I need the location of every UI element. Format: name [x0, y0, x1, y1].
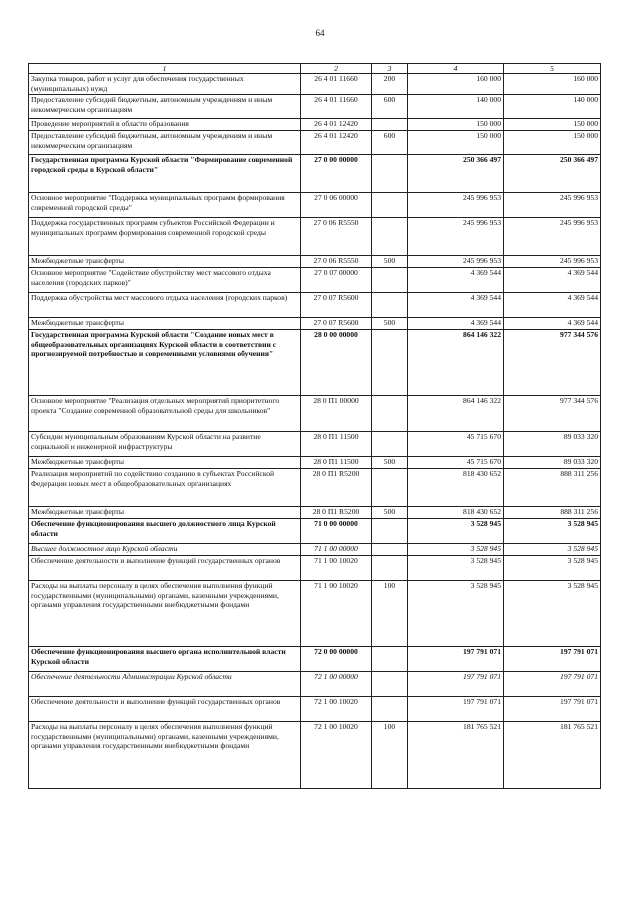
row-code-cell: 27 0 07 00000 — [301, 268, 372, 293]
row-amount-2019-cell: 864 146 322 — [408, 330, 504, 396]
column-number-row — [29, 64, 601, 74]
row-name-cell: Расходы на выплаты персоналу в целях обеспечения выполнения функций государственными (муниципальными) органами, казенными учреждениями, органами управления государственными внебюджетными фондами — [29, 722, 301, 789]
row-name-cell: Расходы на выплаты персоналу в целях обеспечения выполнения функций государственными (муниципальными) органами, казенными учреждениями, органами управления государственными внебюджетными фондами — [29, 581, 301, 647]
row-amount-2020-cell: 181 765 521 — [504, 722, 601, 789]
row-amount-2019-cell: 150 000 — [408, 119, 504, 131]
table-row — [29, 155, 601, 193]
row-amount-2020-cell: 977 344 576 — [504, 330, 601, 396]
row-expense-type-cell — [372, 155, 408, 193]
row-name-cell: Межбюджетные трансферты — [29, 507, 301, 519]
row-code-cell: 28 0 П1 00000 — [301, 396, 372, 432]
row-name-cell: Поддержка обустройства мест массового отдыха населения (городских парков) — [29, 293, 301, 318]
table-row — [29, 432, 601, 457]
row-amount-2019-cell: 3 528 945 — [408, 581, 504, 647]
column-number: 3 — [372, 64, 408, 74]
row-name-cell: Проведение мероприятий в области образования — [29, 119, 301, 131]
page-number: 64 — [315, 28, 325, 38]
row-amount-2019-cell: 3 528 945 — [408, 544, 504, 556]
row-amount-2019-cell: 160 000 — [408, 74, 504, 95]
row-expense-type-cell — [372, 469, 408, 507]
table-row — [29, 131, 601, 155]
row-code-cell: 26 4 01 12420 — [301, 119, 372, 131]
row-amount-2019-cell: 250 366 497 — [408, 155, 504, 193]
row-code-cell: 72 1 00 10020 — [301, 697, 372, 722]
row-expense-type-cell: 600 — [372, 131, 408, 155]
row-amount-2020-cell: 245 996 953 — [504, 256, 601, 268]
table-row — [29, 457, 601, 469]
row-code-cell: 28 0 П1 R5200 — [301, 507, 372, 519]
row-code-cell: 26 4 01 11660 — [301, 74, 372, 95]
row-code-cell: 27 0 00 00000 — [301, 155, 372, 193]
table-row — [29, 95, 601, 119]
row-amount-2020-cell: 197 791 071 — [504, 647, 601, 672]
row-name-cell: Обеспечение деятельности Администрации Курской области — [29, 672, 301, 697]
table-row — [29, 268, 601, 293]
row-amount-2019-cell: 140 000 — [408, 95, 504, 119]
row-amount-2020-cell: 4 369 544 — [504, 293, 601, 318]
row-amount-2019-cell: 45 715 670 — [408, 457, 504, 469]
budget-table — [28, 63, 601, 789]
row-name-cell: Предоставление субсидий бюджетным, автономным учреждениям и иным некоммерческим организациям — [29, 131, 301, 155]
row-name-cell: Государственная программа Курской области "Создание новых мест в общеобразовательных организациях Курской области в соответствии с прогнозируемой потребностью и современными условиями обучения" — [29, 330, 301, 396]
table-row — [29, 722, 601, 789]
table-row — [29, 119, 601, 131]
row-expense-type-cell — [372, 432, 408, 457]
row-name-cell: Обеспечение функционирования высшего органа исполнительной власти Курской области — [29, 647, 301, 672]
column-number: 4 — [408, 64, 504, 74]
table-row — [29, 74, 601, 95]
row-expense-type-cell — [372, 519, 408, 544]
row-code-cell: 28 0 00 00000 — [301, 330, 372, 396]
row-amount-2019-cell: 245 996 953 — [408, 193, 504, 218]
row-name-cell: Основное мероприятие "Реализация отдельных мероприятий приоритетного проекта "Создание современной образовательной среды для школьников" — [29, 396, 301, 432]
row-code-cell: 72 1 00 10020 — [301, 722, 372, 789]
row-amount-2020-cell: 150 000 — [504, 119, 601, 131]
row-name-cell: Субсидии муниципальным образованиям Курской области на развитие социальной и инженерной инфраструктуры — [29, 432, 301, 457]
row-amount-2019-cell: 864 146 322 — [408, 396, 504, 432]
row-amount-2020-cell: 4 369 544 — [504, 268, 601, 293]
row-name-cell: Основное мероприятие "Содействие обустройству мест массового отдыха населения (городских парков)" — [29, 268, 301, 293]
row-name-cell: Основное мероприятие "Поддержка муниципальных программ формирования современной городской среды" — [29, 193, 301, 218]
row-expense-type-cell — [372, 396, 408, 432]
table-row — [29, 544, 601, 556]
column-number: 5 — [504, 64, 601, 74]
row-expense-type-cell — [372, 697, 408, 722]
row-amount-2020-cell: 3 528 945 — [504, 544, 601, 556]
row-code-cell: 27 0 07 R5600 — [301, 318, 372, 330]
row-code-cell: 28 0 П1 R5200 — [301, 469, 372, 507]
row-amount-2019-cell: 4 369 544 — [408, 293, 504, 318]
table-row — [29, 507, 601, 519]
row-amount-2020-cell: 89 033 320 — [504, 457, 601, 469]
table-row — [29, 193, 601, 218]
row-expense-type-cell: 500 — [372, 256, 408, 268]
row-amount-2019-cell: 45 715 670 — [408, 432, 504, 457]
row-amount-2019-cell: 818 430 652 — [408, 469, 504, 507]
row-name-cell: Высшее должностное лицо Курской области — [29, 544, 301, 556]
row-code-cell: 26 4 01 12420 — [301, 131, 372, 155]
row-amount-2020-cell: 150 000 — [504, 131, 601, 155]
row-expense-type-cell — [372, 556, 408, 581]
row-name-cell: Государственная программа Курской области "Формирование современной городской среды в Курской области" — [29, 155, 301, 193]
table-row — [29, 647, 601, 672]
row-amount-2020-cell: 3 528 945 — [504, 519, 601, 544]
row-expense-type-cell: 100 — [372, 581, 408, 647]
row-expense-type-cell: 500 — [372, 507, 408, 519]
row-name-cell: Межбюджетные трансферты — [29, 318, 301, 330]
row-expense-type-cell — [372, 268, 408, 293]
row-amount-2019-cell: 3 528 945 — [408, 519, 504, 544]
row-expense-type-cell — [372, 119, 408, 131]
row-code-cell: 71 1 00 10020 — [301, 581, 372, 647]
table-row — [29, 218, 601, 256]
row-name-cell: Предоставление субсидий бюджетным, автономным учреждениям и иным некоммерческим организациям — [29, 95, 301, 119]
row-expense-type-cell: 500 — [372, 457, 408, 469]
row-code-cell: 27 0 06 R5550 — [301, 256, 372, 268]
row-name-cell: Межбюджетные трансферты — [29, 457, 301, 469]
table-row — [29, 672, 601, 697]
row-expense-type-cell: 100 — [372, 722, 408, 789]
row-code-cell: 72 1 00 00000 — [301, 672, 372, 697]
row-code-cell: 28 0 П1 11500 — [301, 432, 372, 457]
row-code-cell: 71 0 00 00000 — [301, 519, 372, 544]
column-number: 2 — [301, 64, 372, 74]
row-amount-2020-cell: 89 033 320 — [504, 432, 601, 457]
table-row — [29, 256, 601, 268]
table-row — [29, 556, 601, 581]
row-code-cell: 28 0 П1 11500 — [301, 457, 372, 469]
row-amount-2019-cell: 4 369 544 — [408, 318, 504, 330]
row-amount-2019-cell: 197 791 071 — [408, 672, 504, 697]
row-amount-2020-cell: 3 528 945 — [504, 556, 601, 581]
row-amount-2019-cell: 245 996 953 — [408, 218, 504, 256]
table-row — [29, 293, 601, 318]
row-expense-type-cell — [372, 218, 408, 256]
row-expense-type-cell — [372, 647, 408, 672]
row-name-cell: Реализация мероприятий по содействию созданию в субъектах Российской Федерации новых мест в общеобразовательных организациях — [29, 469, 301, 507]
row-amount-2019-cell: 197 791 071 — [408, 697, 504, 722]
row-code-cell: 27 0 07 R5600 — [301, 293, 372, 318]
row-expense-type-cell — [372, 544, 408, 556]
table-row — [29, 519, 601, 544]
row-amount-2019-cell: 245 996 953 — [408, 256, 504, 268]
row-expense-type-cell: 600 — [372, 95, 408, 119]
row-amount-2019-cell: 181 765 521 — [408, 722, 504, 789]
row-expense-type-cell — [372, 293, 408, 318]
row-expense-type-cell — [372, 672, 408, 697]
table-row — [29, 697, 601, 722]
row-code-cell: 71 1 00 10020 — [301, 556, 372, 581]
table-row — [29, 469, 601, 507]
row-amount-2020-cell: 888 311 256 — [504, 469, 601, 507]
row-expense-type-cell — [372, 330, 408, 396]
row-name-cell: Обеспечение деятельности и выполнение функций государственных органов — [29, 697, 301, 722]
row-amount-2019-cell: 197 791 071 — [408, 647, 504, 672]
table-row — [29, 330, 601, 396]
row-code-cell: 71 1 00 00000 — [301, 544, 372, 556]
row-name-cell: Обеспечение функционирования высшего должностного лица Курской области — [29, 519, 301, 544]
row-amount-2020-cell: 888 311 256 — [504, 507, 601, 519]
row-amount-2020-cell: 245 996 953 — [504, 218, 601, 256]
row-expense-type-cell — [372, 193, 408, 218]
table-row — [29, 396, 601, 432]
row-code-cell: 72 0 00 00000 — [301, 647, 372, 672]
row-expense-type-cell: 200 — [372, 74, 408, 95]
row-amount-2020-cell: 4 369 544 — [504, 318, 601, 330]
row-amount-2020-cell: 160 000 — [504, 74, 601, 95]
row-name-cell: Межбюджетные трансферты — [29, 256, 301, 268]
row-amount-2019-cell: 3 528 945 — [408, 556, 504, 581]
row-name-cell: Обеспечение деятельности и выполнение функций государственных органов — [29, 556, 301, 581]
row-amount-2020-cell: 3 528 945 — [504, 581, 601, 647]
row-amount-2020-cell: 250 366 497 — [504, 155, 601, 193]
row-name-cell: Поддержка государственных программ субъектов Российской Федерации и муниципальных программ формирования современной городской среды — [29, 218, 301, 256]
table-row — [29, 581, 601, 647]
row-amount-2019-cell: 150 000 — [408, 131, 504, 155]
row-amount-2019-cell: 4 369 544 — [408, 268, 504, 293]
row-code-cell: 27 0 06 00000 — [301, 193, 372, 218]
row-amount-2020-cell: 977 344 576 — [504, 396, 601, 432]
row-amount-2020-cell: 245 996 953 — [504, 193, 601, 218]
row-code-cell: 26 4 01 11660 — [301, 95, 372, 119]
row-name-cell: Закупка товаров, работ и услуг для обеспечения государственных (муниципальных) нужд — [29, 74, 301, 95]
table-row — [29, 318, 601, 330]
row-amount-2019-cell: 818 430 652 — [408, 507, 504, 519]
row-code-cell: 27 0 06 R5550 — [301, 218, 372, 256]
column-number: 1 — [29, 64, 301, 74]
row-amount-2020-cell: 197 791 071 — [504, 697, 601, 722]
row-amount-2020-cell: 140 000 — [504, 95, 601, 119]
row-amount-2020-cell: 197 791 071 — [504, 672, 601, 697]
row-expense-type-cell: 500 — [372, 318, 408, 330]
